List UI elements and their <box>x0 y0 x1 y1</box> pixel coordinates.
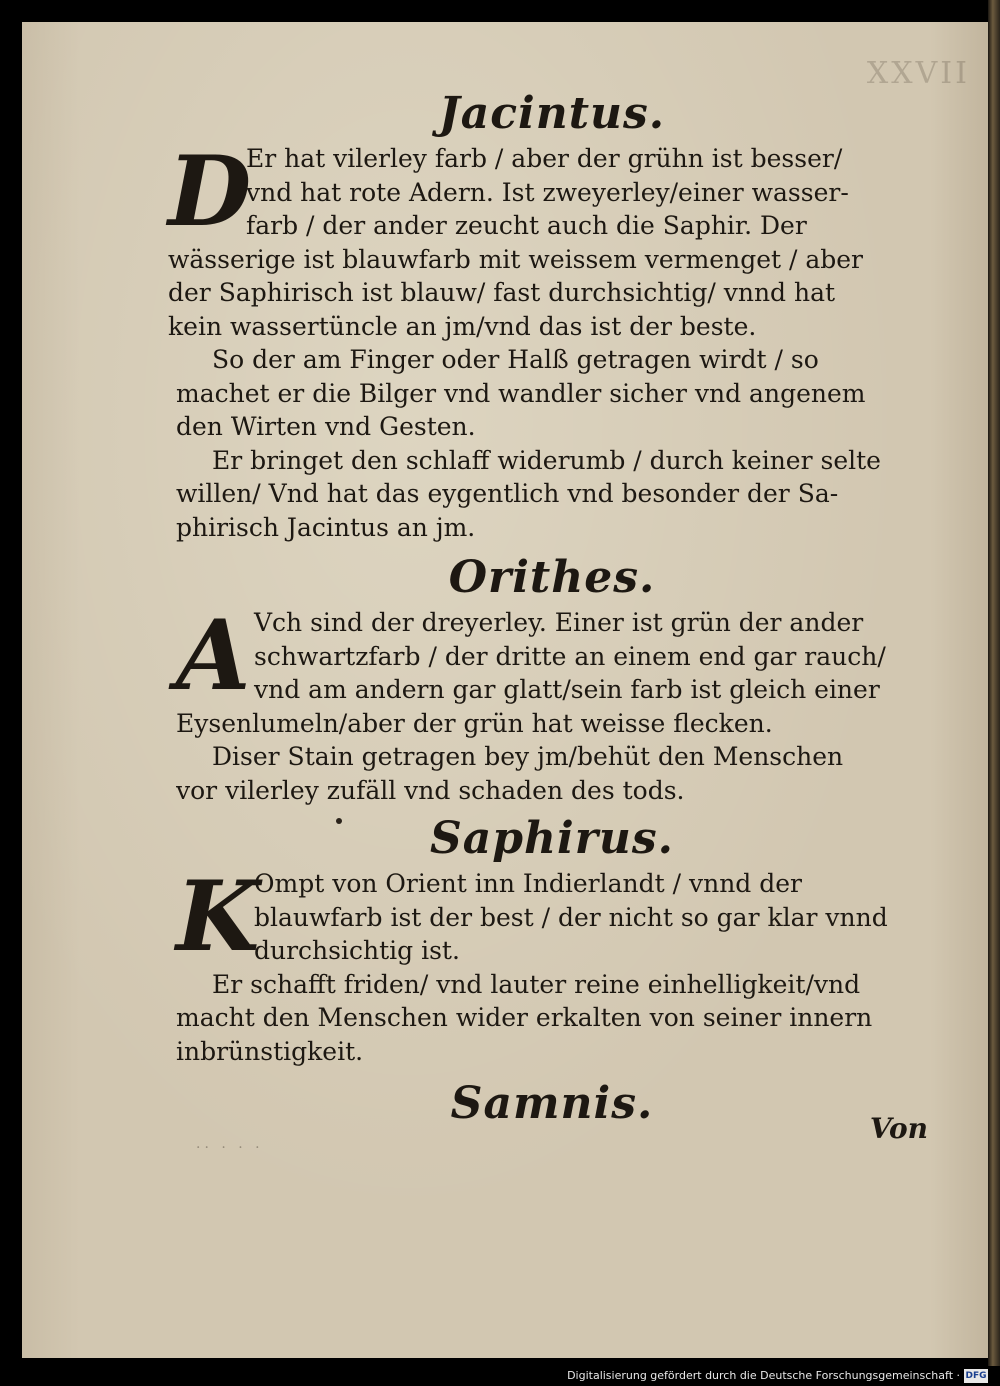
section-heading-orithes: Orithes. <box>448 552 656 603</box>
paragraph <box>176 740 928 807</box>
text-line: vnd hat rote Adern. Ist zweyerley/einer wasser- <box>246 177 849 207</box>
decorated-initial-k: K <box>176 860 260 973</box>
text-line: farb / der ander zeucht auch die Saphir. Der <box>246 211 807 240</box>
section-heading-jacintus: Jacintus. <box>438 88 666 139</box>
text-line: blauwfarb ist der best / der nicht so gar klar vnnd <box>254 902 888 932</box>
text-line: phirisch Jacintus an jm. <box>176 512 476 542</box>
paragraph <box>168 135 928 343</box>
decorated-initial-d: D <box>168 135 252 248</box>
footer-credit: Digitalisierung gefördert durch die Deutsche Forschungsgemeinschaft · <box>567 1369 960 1382</box>
text-line: macht den Menschen wider erkalten von seiner innern <box>176 1003 873 1032</box>
text-line: Ompt von Orient inn Indierlandt / vnnd der <box>254 869 803 898</box>
text-line: Eysenlumeln/aber der grün hat weisse flecken. <box>176 708 773 738</box>
text-line: wässerige ist blauwfarb mit weissem vermenget / aber <box>168 244 864 274</box>
catchword: Von <box>869 1112 928 1145</box>
text-line: vnd am andern gar glatt/sein farb ist gleich einer <box>254 675 880 704</box>
text-line: den Wirten vnd Gesten. <box>176 412 476 441</box>
text-block <box>168 86 928 1132</box>
paragraph <box>176 860 928 973</box>
text-line: Er hat vilerley farb / aber der grühn ist besser/ <box>246 144 843 173</box>
text-line: durchsichtig ist. <box>254 936 460 965</box>
paragraph <box>176 444 928 545</box>
text-line: schwartzfarb / der dritte an einem end gar rauch/ <box>254 641 886 671</box>
text-line: kein wassertüncle an jm/vnd das ist der beste. <box>168 311 757 341</box>
ink-dot <box>336 818 342 824</box>
text-line: vor vilerley zufäll vnd schaden des tods. <box>176 775 685 805</box>
text-line: So der am Finger oder Halß getragen wirdt / so <box>212 345 819 374</box>
text-line: willen/ Vnd hat das eygentlich vnd besonder der Sa- <box>176 479 839 508</box>
paragraph <box>176 599 928 740</box>
text-line: Er bringet den schlaff widerumb / durch keiner selte <box>212 445 881 475</box>
text-line: inbrünstigkeit. <box>176 1036 364 1066</box>
decorated-initial-a: A <box>176 599 251 712</box>
section-heading-saphirus: Saphirus. <box>429 813 675 864</box>
text-line: Er schafft friden/ vnd lauter reine einhelligkeit/vnd <box>212 969 861 999</box>
section-heading-samnis: Samnis. <box>450 1078 654 1129</box>
text-line: der Saphirisch ist blauw/ fast durchsichtig/ vnnd hat <box>168 278 836 307</box>
paragraph <box>176 343 928 444</box>
text-line: Diser Stain getragen bey jm/behüt den Menschen <box>212 742 844 771</box>
faint-marks: ·· · · · <box>196 1140 264 1156</box>
paragraph <box>176 968 928 1069</box>
dfg-logo-icon: DFG <box>965 1371 987 1381</box>
bleed-through-text: XXVII <box>866 56 970 91</box>
text-line: machet er die Bilger vnd wandler sicher vnd angenem <box>176 378 866 408</box>
text-line: Vch sind der dreyerley. Einer ist grün der ander <box>254 608 864 637</box>
book-spine-edge <box>988 0 1000 1386</box>
